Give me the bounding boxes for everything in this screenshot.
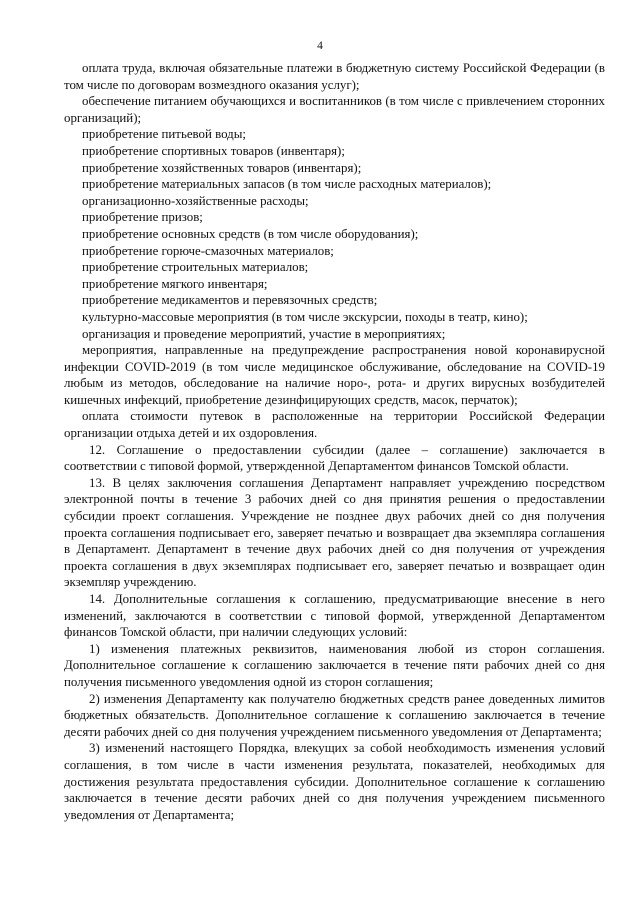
- expense-item-covid-prevention: мероприятия, направленные на предупреждение распространения новой коронавирусной инфекции COVID-2019 (в том числе медицинское обслуживание, обследование на COVID-19 любым из методов, обследование на наличие норо-, рота- и других вирусных возбудителей кишечных инфекций, приобретение дезинфицирующих средств, масок, перчаток);: [64, 343, 605, 407]
- expense-item-material-stocks: приобретение материальных запасов (в том числе расходных материалов);: [82, 177, 492, 192]
- expense-item-soft-inventory: приобретение мягкого инвентаря;: [82, 276, 268, 291]
- clause-14-item-1: 1) изменения платежных реквизитов, наименования любой из сторон соглашения. Дополнительное соглашение к соглашению заключается в течение пяти рабочих дней со дня получения письменного уведомления одной из сторон соглашения;: [64, 641, 605, 689]
- expense-item-household-goods: приобретение хозяйственных товаров (инвентаря);: [82, 160, 362, 175]
- clause-14: 14. Дополнительные соглашения к соглашению, предусматривающие внесение в него изменений, заключаются в соответствии с типовой формой, утвержденной Департаментом финансов Томской области, при наличии следующих условий:: [64, 592, 605, 640]
- expense-item-building-materials: приобретение строительных материалов;: [82, 260, 309, 275]
- page-number: 4: [317, 40, 323, 52]
- expense-item-fuel: приобретение горюче-смазочных материалов;: [82, 243, 334, 258]
- expense-item-catering: обеспечение питанием обучающихся и воспитанников (в том числе с привлечением сторонних организаций);: [64, 94, 605, 125]
- expense-item-organizational: организационно-хозяйственные расходы;: [82, 193, 309, 208]
- clause-13: 13. В целях заключения соглашения Департамент направляет учреждению посредством электронной почты в течение 3 рабочих дней со дня принятия решения о предоставлении субсидии проект соглашения. Учреждение не позднее двух рабочих дней со дня получения проекта соглашения подписывает его, заверяет печатью и возвращает два экземпляра соглашения в Департамент. Департамент в течение двух рабочих дней со дня получения от учреждения проекта соглашения в двух экземплярах подписывает его, заверяет печатью и возвращает один экземпляр учреждению.: [64, 475, 605, 590]
- expense-item-drinking-water: приобретение питьевой воды;: [82, 127, 246, 142]
- expense-list: [64, 60, 605, 442]
- clause-14-item-3: 3) изменений настоящего Порядка, влекущих за собой необходимость изменения условий соглашения, в том числе в части изменения результата, показателей, необходимых для достижения результата предоставления субсидии. Дополнительное соглашение к соглашению заключается в течение десяти рабочих дней со дня получения учреждением письменного уведомления от Департамента;: [64, 741, 605, 822]
- expense-item-medicines: приобретение медикаментов и перевязочных средств;: [82, 293, 378, 308]
- expense-item-events: организация и проведение мероприятий, участие в мероприятиях;: [82, 326, 446, 341]
- expense-item-sports-goods: приобретение спортивных товаров (инвентаря);: [82, 143, 345, 158]
- expense-item-fixed-assets: приобретение основных средств (в том числе оборудования);: [82, 226, 419, 241]
- expense-item-prizes: приобретение призов;: [82, 210, 203, 225]
- clause-14-item-2: 2) изменения Департаменту как получателю бюджетных средств ранее доведенных лимитов бюджетных обязательств. Дополнительное соглашение к соглашению заключается в течение десяти рабочих дней со дня получения учреждением письменного уведомления от Департамента;: [64, 691, 605, 739]
- expense-item-cultural-events: культурно-массовые мероприятия (в том числе экскурсии, походы в театр, кино);: [82, 309, 528, 324]
- document-body: [64, 60, 605, 823]
- expense-item-labor: оплата труда, включая обязательные платежи в бюджетную систему Российской Федерации (в том числе по договорам возмездного оказания услуг);: [64, 61, 605, 92]
- expense-item-vouchers: оплата стоимости путевок в расположенные на территории Российской Федерации организации отдыха детей и их оздоровления.: [64, 409, 605, 441]
- clause-12: 12. Соглашение о предоставлении субсидии (далее – соглашение) заключается в соответствии с типовой формой, утвержденной Департаментом финансов Томской области.: [64, 442, 605, 474]
